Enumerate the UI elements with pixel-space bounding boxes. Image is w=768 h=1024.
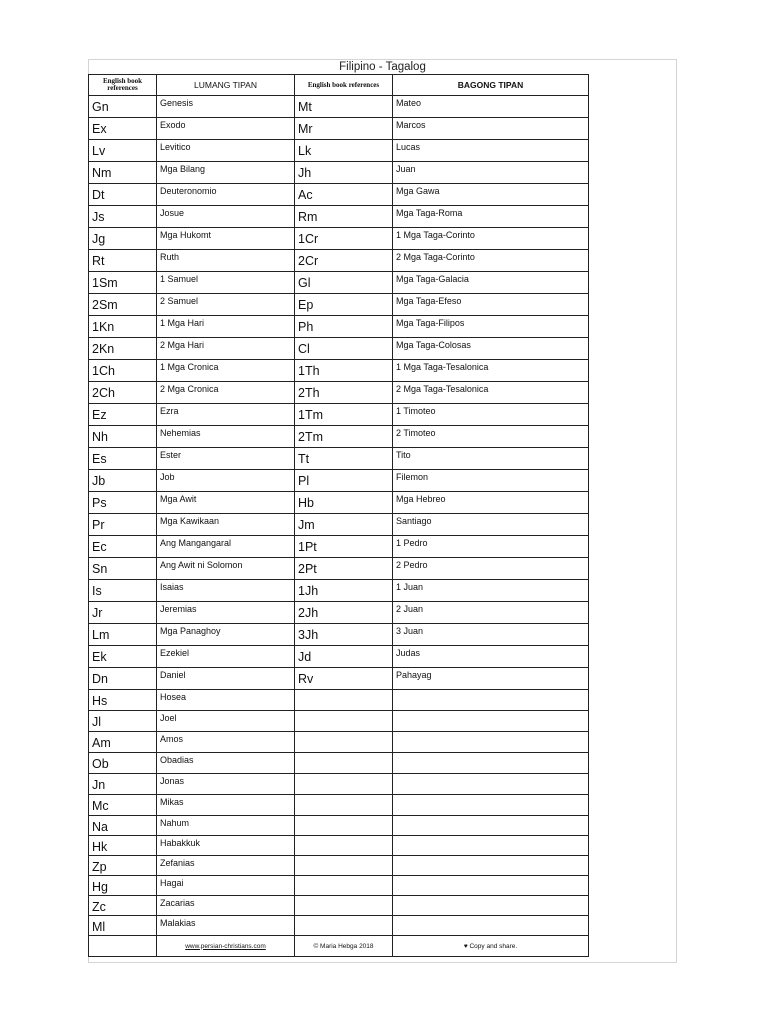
table-row	[89, 294, 589, 316]
table-row	[89, 492, 589, 514]
old-testament-abbr: Jr	[89, 602, 157, 624]
table-row	[89, 404, 589, 426]
new-testament-book: 2 Mga Taga-Tesalonica	[393, 382, 589, 404]
old-testament-abbr: Ex	[89, 118, 157, 140]
table-row	[89, 602, 589, 624]
new-testament-book: Mateo	[393, 96, 589, 118]
old-testament-book: Mga Hukomt	[157, 228, 295, 250]
new-testament-abbr: 2Tm	[295, 426, 393, 448]
new-testament-book: Mga Taga-Colosas	[393, 338, 589, 360]
page-title: Filipino - Tagalog	[339, 61, 426, 73]
old-testament-abbr: Rt	[89, 250, 157, 272]
old-testament-abbr: Zp	[89, 856, 157, 876]
table-row	[89, 624, 589, 646]
new-testament-book: Mga Taga-Filipos	[393, 316, 589, 338]
old-testament-book: Zefanias	[157, 856, 295, 876]
old-testament-abbr: 1Sm	[89, 272, 157, 294]
old-testament-book: 2 Samuel	[157, 294, 295, 316]
table-row	[89, 514, 589, 536]
old-testament-abbr: Na	[89, 816, 157, 836]
table-row	[89, 140, 589, 162]
empty-cell	[295, 690, 393, 711]
old-testament-abbr: Ps	[89, 492, 157, 514]
old-testament-abbr: Ob	[89, 753, 157, 774]
header-english-ref-1: English book references	[89, 75, 157, 96]
table-row	[89, 162, 589, 184]
new-testament-book: Mga Hebreo	[393, 492, 589, 514]
empty-cell	[393, 816, 589, 836]
new-testament-book: Filemon	[393, 470, 589, 492]
table-row	[89, 774, 589, 795]
table-row	[89, 360, 589, 382]
old-testament-book: Mga Kawikaan	[157, 514, 295, 536]
old-testament-abbr: Nm	[89, 162, 157, 184]
empty-cell	[295, 753, 393, 774]
new-testament-abbr: Lk	[295, 140, 393, 162]
old-testament-book: Zacarias	[157, 896, 295, 916]
old-testament-book: Nehemias	[157, 426, 295, 448]
new-testament-book: 1 Pedro	[393, 536, 589, 558]
new-testament-abbr: Mt	[295, 96, 393, 118]
new-testament-book: Lucas	[393, 140, 589, 162]
table-row	[89, 96, 589, 118]
empty-cell	[295, 836, 393, 856]
old-testament-abbr: Dt	[89, 184, 157, 206]
old-testament-abbr: 2Kn	[89, 338, 157, 360]
empty-cell	[295, 856, 393, 876]
table-row	[89, 836, 589, 856]
new-testament-abbr: Ep	[295, 294, 393, 316]
old-testament-book: Deuteronomio	[157, 184, 295, 206]
header-old-testament: LUMANG TIPAN	[157, 75, 295, 96]
new-testament-book: Tito	[393, 448, 589, 470]
new-testament-abbr: 2Cr	[295, 250, 393, 272]
old-testament-abbr: Es	[89, 448, 157, 470]
new-testament-abbr: 2Th	[295, 382, 393, 404]
table-row	[89, 338, 589, 360]
old-testament-book: Mga Awit	[157, 492, 295, 514]
old-testament-book: 2 Mga Cronica	[157, 382, 295, 404]
table-row	[89, 316, 589, 338]
empty-cell	[393, 774, 589, 795]
table-body	[89, 96, 589, 936]
old-testament-book: Ruth	[157, 250, 295, 272]
table-row	[89, 668, 589, 690]
old-testament-abbr: Lv	[89, 140, 157, 162]
footer-share-text: ♥ Copy and share.	[393, 936, 589, 957]
table-row	[89, 118, 589, 140]
old-testament-abbr: Ec	[89, 536, 157, 558]
new-testament-book: 1 Timoteo	[393, 404, 589, 426]
old-testament-book: Mga Panaghoy	[157, 624, 295, 646]
old-testament-book: Isaias	[157, 580, 295, 602]
new-testament-abbr: Jd	[295, 646, 393, 668]
table-row	[89, 896, 589, 916]
old-testament-book: Josue	[157, 206, 295, 228]
old-testament-book: Hagai	[157, 876, 295, 896]
new-testament-abbr: Rm	[295, 206, 393, 228]
new-testament-book: 1 Mga Taga-Tesalonica	[393, 360, 589, 382]
new-testament-book: Juan	[393, 162, 589, 184]
footer-website-link[interactable]: www.persian-christians.com	[157, 936, 295, 957]
empty-cell	[393, 732, 589, 753]
old-testament-abbr: Am	[89, 732, 157, 753]
table-row	[89, 382, 589, 404]
new-testament-book: 1 Mga Taga-Corinto	[393, 228, 589, 250]
table-row	[89, 206, 589, 228]
empty-cell	[393, 690, 589, 711]
empty-cell	[393, 753, 589, 774]
new-testament-book: Santiago	[393, 514, 589, 536]
old-testament-book: Exodo	[157, 118, 295, 140]
new-testament-abbr: 1Tm	[295, 404, 393, 426]
new-testament-abbr: Ac	[295, 184, 393, 206]
old-testament-book: 1 Mga Hari	[157, 316, 295, 338]
table-row	[89, 916, 589, 936]
new-testament-book: 2 Mga Taga-Corinto	[393, 250, 589, 272]
new-testament-abbr: Jh	[295, 162, 393, 184]
old-testament-book: Ang Awit ni Solomon	[157, 558, 295, 580]
old-testament-abbr: Jg	[89, 228, 157, 250]
old-testament-book: 2 Mga Hari	[157, 338, 295, 360]
new-testament-abbr: Ph	[295, 316, 393, 338]
old-testament-abbr: 2Ch	[89, 382, 157, 404]
new-testament-book: 2 Juan	[393, 602, 589, 624]
table-row	[89, 876, 589, 896]
table-row	[89, 184, 589, 206]
new-testament-abbr: 2Jh	[295, 602, 393, 624]
old-testament-abbr: Hs	[89, 690, 157, 711]
new-testament-abbr: Gl	[295, 272, 393, 294]
table-row	[89, 272, 589, 294]
empty-cell	[393, 795, 589, 816]
old-testament-abbr: Mc	[89, 795, 157, 816]
empty-cell	[295, 916, 393, 936]
new-testament-book: Judas	[393, 646, 589, 668]
table-row	[89, 732, 589, 753]
table-row	[89, 795, 589, 816]
old-testament-book: Nahum	[157, 816, 295, 836]
new-testament-abbr: 1Jh	[295, 580, 393, 602]
old-testament-book: Ezra	[157, 404, 295, 426]
old-testament-abbr: Js	[89, 206, 157, 228]
old-testament-abbr: Dn	[89, 668, 157, 690]
old-testament-abbr: 1Ch	[89, 360, 157, 382]
empty-cell	[393, 856, 589, 876]
table-row	[89, 426, 589, 448]
empty-cell	[295, 774, 393, 795]
old-testament-book: Genesis	[157, 96, 295, 118]
footer-row	[89, 936, 589, 957]
new-testament-book: Mga Taga-Roma	[393, 206, 589, 228]
old-testament-abbr: Jb	[89, 470, 157, 492]
old-testament-abbr: Is	[89, 580, 157, 602]
table-row	[89, 816, 589, 836]
empty-cell	[295, 732, 393, 753]
table-row	[89, 558, 589, 580]
table-row	[89, 470, 589, 492]
old-testament-book: Job	[157, 470, 295, 492]
old-testament-book: Jonas	[157, 774, 295, 795]
old-testament-book: 1 Samuel	[157, 272, 295, 294]
old-testament-abbr: Sn	[89, 558, 157, 580]
footer-empty-cell	[89, 936, 157, 957]
new-testament-book: Mga Taga-Galacia	[393, 272, 589, 294]
old-testament-book: Hosea	[157, 690, 295, 711]
new-testament-abbr: Rv	[295, 668, 393, 690]
old-testament-abbr: 2Sm	[89, 294, 157, 316]
new-testament-abbr: 1Cr	[295, 228, 393, 250]
new-testament-abbr: 2Pt	[295, 558, 393, 580]
old-testament-abbr: Hk	[89, 836, 157, 856]
new-testament-book: 2 Pedro	[393, 558, 589, 580]
old-testament-abbr: Zc	[89, 896, 157, 916]
table-row	[89, 448, 589, 470]
old-testament-book: Ang Mangangaral	[157, 536, 295, 558]
empty-cell	[393, 836, 589, 856]
old-testament-book: Mikas	[157, 795, 295, 816]
old-testament-abbr: Ez	[89, 404, 157, 426]
header-new-testament: BAGONG TIPAN	[393, 75, 589, 96]
old-testament-book: Obadias	[157, 753, 295, 774]
empty-cell	[295, 816, 393, 836]
old-testament-abbr: Pr	[89, 514, 157, 536]
table-row	[89, 536, 589, 558]
table-row	[89, 711, 589, 732]
old-testament-book: Ezekiel	[157, 646, 295, 668]
old-testament-book: Habakkuk	[157, 836, 295, 856]
table-row	[89, 690, 589, 711]
new-testament-book: 1 Juan	[393, 580, 589, 602]
new-testament-abbr: Hb	[295, 492, 393, 514]
header-english-ref-2: English book references	[295, 75, 393, 96]
old-testament-abbr: Lm	[89, 624, 157, 646]
table-row	[89, 580, 589, 602]
header-row	[89, 75, 589, 96]
empty-cell	[295, 711, 393, 732]
new-testament-abbr: Jm	[295, 514, 393, 536]
new-testament-book: Mga Gawa	[393, 184, 589, 206]
table-row	[89, 753, 589, 774]
new-testament-abbr: Tt	[295, 448, 393, 470]
new-testament-book: 3 Juan	[393, 624, 589, 646]
old-testament-abbr: 1Kn	[89, 316, 157, 338]
old-testament-abbr: Hg	[89, 876, 157, 896]
table-row	[89, 228, 589, 250]
new-testament-abbr: 3Jh	[295, 624, 393, 646]
empty-cell	[393, 896, 589, 916]
table-row	[89, 856, 589, 876]
new-testament-abbr: 1Pt	[295, 536, 393, 558]
old-testament-book: Ester	[157, 448, 295, 470]
old-testament-abbr: Jn	[89, 774, 157, 795]
old-testament-abbr: Nh	[89, 426, 157, 448]
footer-copyright: © Maria Hebga 2018	[295, 936, 393, 957]
new-testament-book: Mga Taga-Efeso	[393, 294, 589, 316]
old-testament-book: Joel	[157, 711, 295, 732]
old-testament-abbr: Gn	[89, 96, 157, 118]
old-testament-book: Amos	[157, 732, 295, 753]
book-table	[88, 74, 589, 957]
empty-cell	[295, 795, 393, 816]
old-testament-book: Mga Bilang	[157, 162, 295, 184]
empty-cell	[393, 711, 589, 732]
old-testament-abbr: Ml	[89, 916, 157, 936]
old-testament-book: Jeremias	[157, 602, 295, 624]
empty-cell	[295, 896, 393, 916]
new-testament-book: 2 Timoteo	[393, 426, 589, 448]
new-testament-book: Marcos	[393, 118, 589, 140]
new-testament-abbr: Mr	[295, 118, 393, 140]
new-testament-abbr: 1Th	[295, 360, 393, 382]
old-testament-abbr: Ek	[89, 646, 157, 668]
old-testament-book: Daniel	[157, 668, 295, 690]
table-row	[89, 250, 589, 272]
new-testament-abbr: Pl	[295, 470, 393, 492]
old-testament-book: Malakias	[157, 916, 295, 936]
old-testament-book: 1 Mga Cronica	[157, 360, 295, 382]
empty-cell	[393, 876, 589, 896]
new-testament-book: Pahayag	[393, 668, 589, 690]
empty-cell	[393, 916, 589, 936]
old-testament-book: Levitico	[157, 140, 295, 162]
old-testament-abbr: Jl	[89, 711, 157, 732]
empty-cell	[295, 876, 393, 896]
table-row	[89, 646, 589, 668]
new-testament-abbr: Cl	[295, 338, 393, 360]
